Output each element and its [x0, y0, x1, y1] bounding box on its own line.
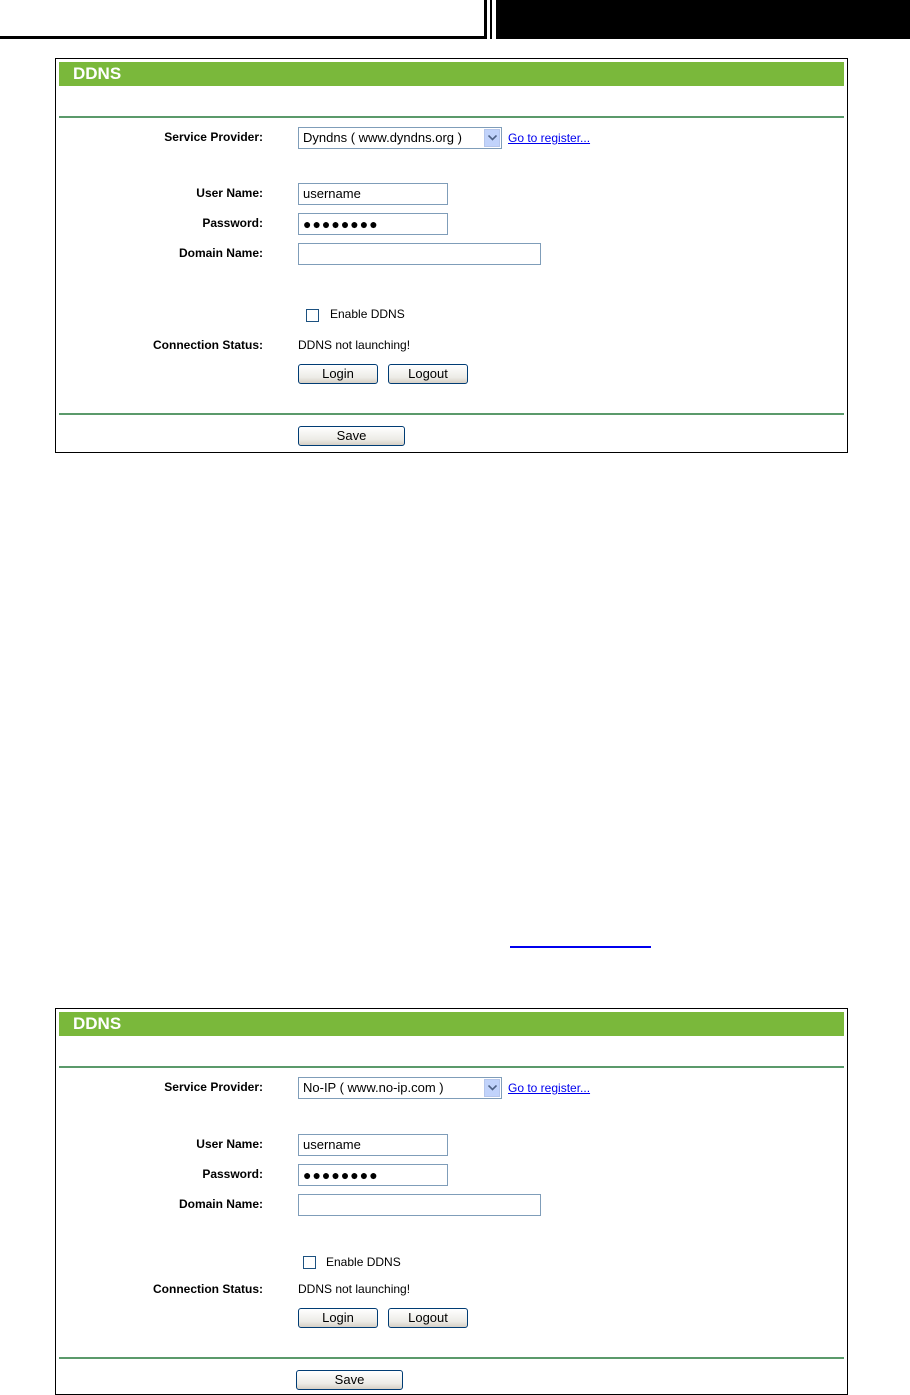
go-to-register-link[interactable]: Go to register... — [508, 131, 591, 145]
username-input[interactable]: username — [298, 183, 448, 205]
save-button[interactable]: Save — [298, 426, 405, 446]
domain-name-input[interactable] — [298, 243, 541, 265]
logout-button[interactable]: Logout — [388, 1308, 468, 1328]
service-provider-label: Service Provider: — [164, 130, 263, 144]
header-separator — [484, 0, 487, 39]
username-label: User Name: — [196, 186, 263, 200]
username-label: User Name: — [196, 1137, 263, 1151]
service-provider-select[interactable] — [298, 127, 502, 149]
service-provider-value: No-IP ( www.no-ip.com ) — [303, 1080, 444, 1095]
enable-ddns-label: Enable DDNS — [326, 1255, 401, 1269]
connection-status-label: Connection Status: — [153, 1282, 263, 1296]
chevron-down-icon[interactable] — [484, 129, 500, 147]
header-separator — [490, 0, 492, 39]
panel-title: DDNS — [59, 1012, 844, 1036]
login-button[interactable]: Login — [298, 1308, 378, 1328]
ddns-panel-dyndns — [55, 58, 848, 453]
divider-bottom — [59, 1357, 844, 1359]
login-button[interactable]: Login — [298, 364, 378, 384]
header-rule — [0, 36, 484, 39]
enable-ddns-checkbox[interactable] — [306, 309, 319, 322]
panel-title: DDNS — [59, 62, 844, 86]
divider-top — [59, 116, 844, 118]
domain-name-label: Domain Name: — [178, 1197, 263, 1211]
connection-status-value: DDNS not launching! — [298, 1282, 411, 1296]
ddns-panel-noip — [55, 1008, 848, 1395]
enable-ddns-label: Enable DDNS — [330, 307, 405, 321]
service-provider-value: Dyndns ( www.dyndns.org ) — [303, 130, 462, 145]
divider-bottom — [59, 413, 844, 415]
logout-button[interactable]: Logout — [388, 364, 468, 384]
password-input[interactable]: ●●●●●●●● — [298, 213, 448, 235]
divider-top — [59, 1066, 844, 1068]
save-button[interactable]: Save — [296, 1370, 403, 1390]
enable-ddns-checkbox[interactable] — [303, 1256, 316, 1269]
domain-name-label: Domain Name: — [178, 246, 263, 260]
service-provider-label: Service Provider: — [164, 1080, 263, 1094]
password-label: Password: — [202, 216, 263, 230]
username-input[interactable]: username — [298, 1134, 448, 1156]
link-underline-fragment — [510, 946, 651, 948]
password-input[interactable]: ●●●●●●●● — [298, 1164, 448, 1186]
header-black-block — [496, 0, 910, 39]
password-label: Password: — [202, 1167, 263, 1181]
domain-name-input[interactable] — [298, 1194, 541, 1216]
connection-status-value: DDNS not launching! — [298, 338, 411, 352]
connection-status-label: Connection Status: — [153, 338, 263, 352]
go-to-register-link[interactable]: Go to register... — [508, 1081, 591, 1095]
service-provider-select[interactable] — [298, 1077, 502, 1099]
chevron-down-icon[interactable] — [484, 1079, 500, 1097]
